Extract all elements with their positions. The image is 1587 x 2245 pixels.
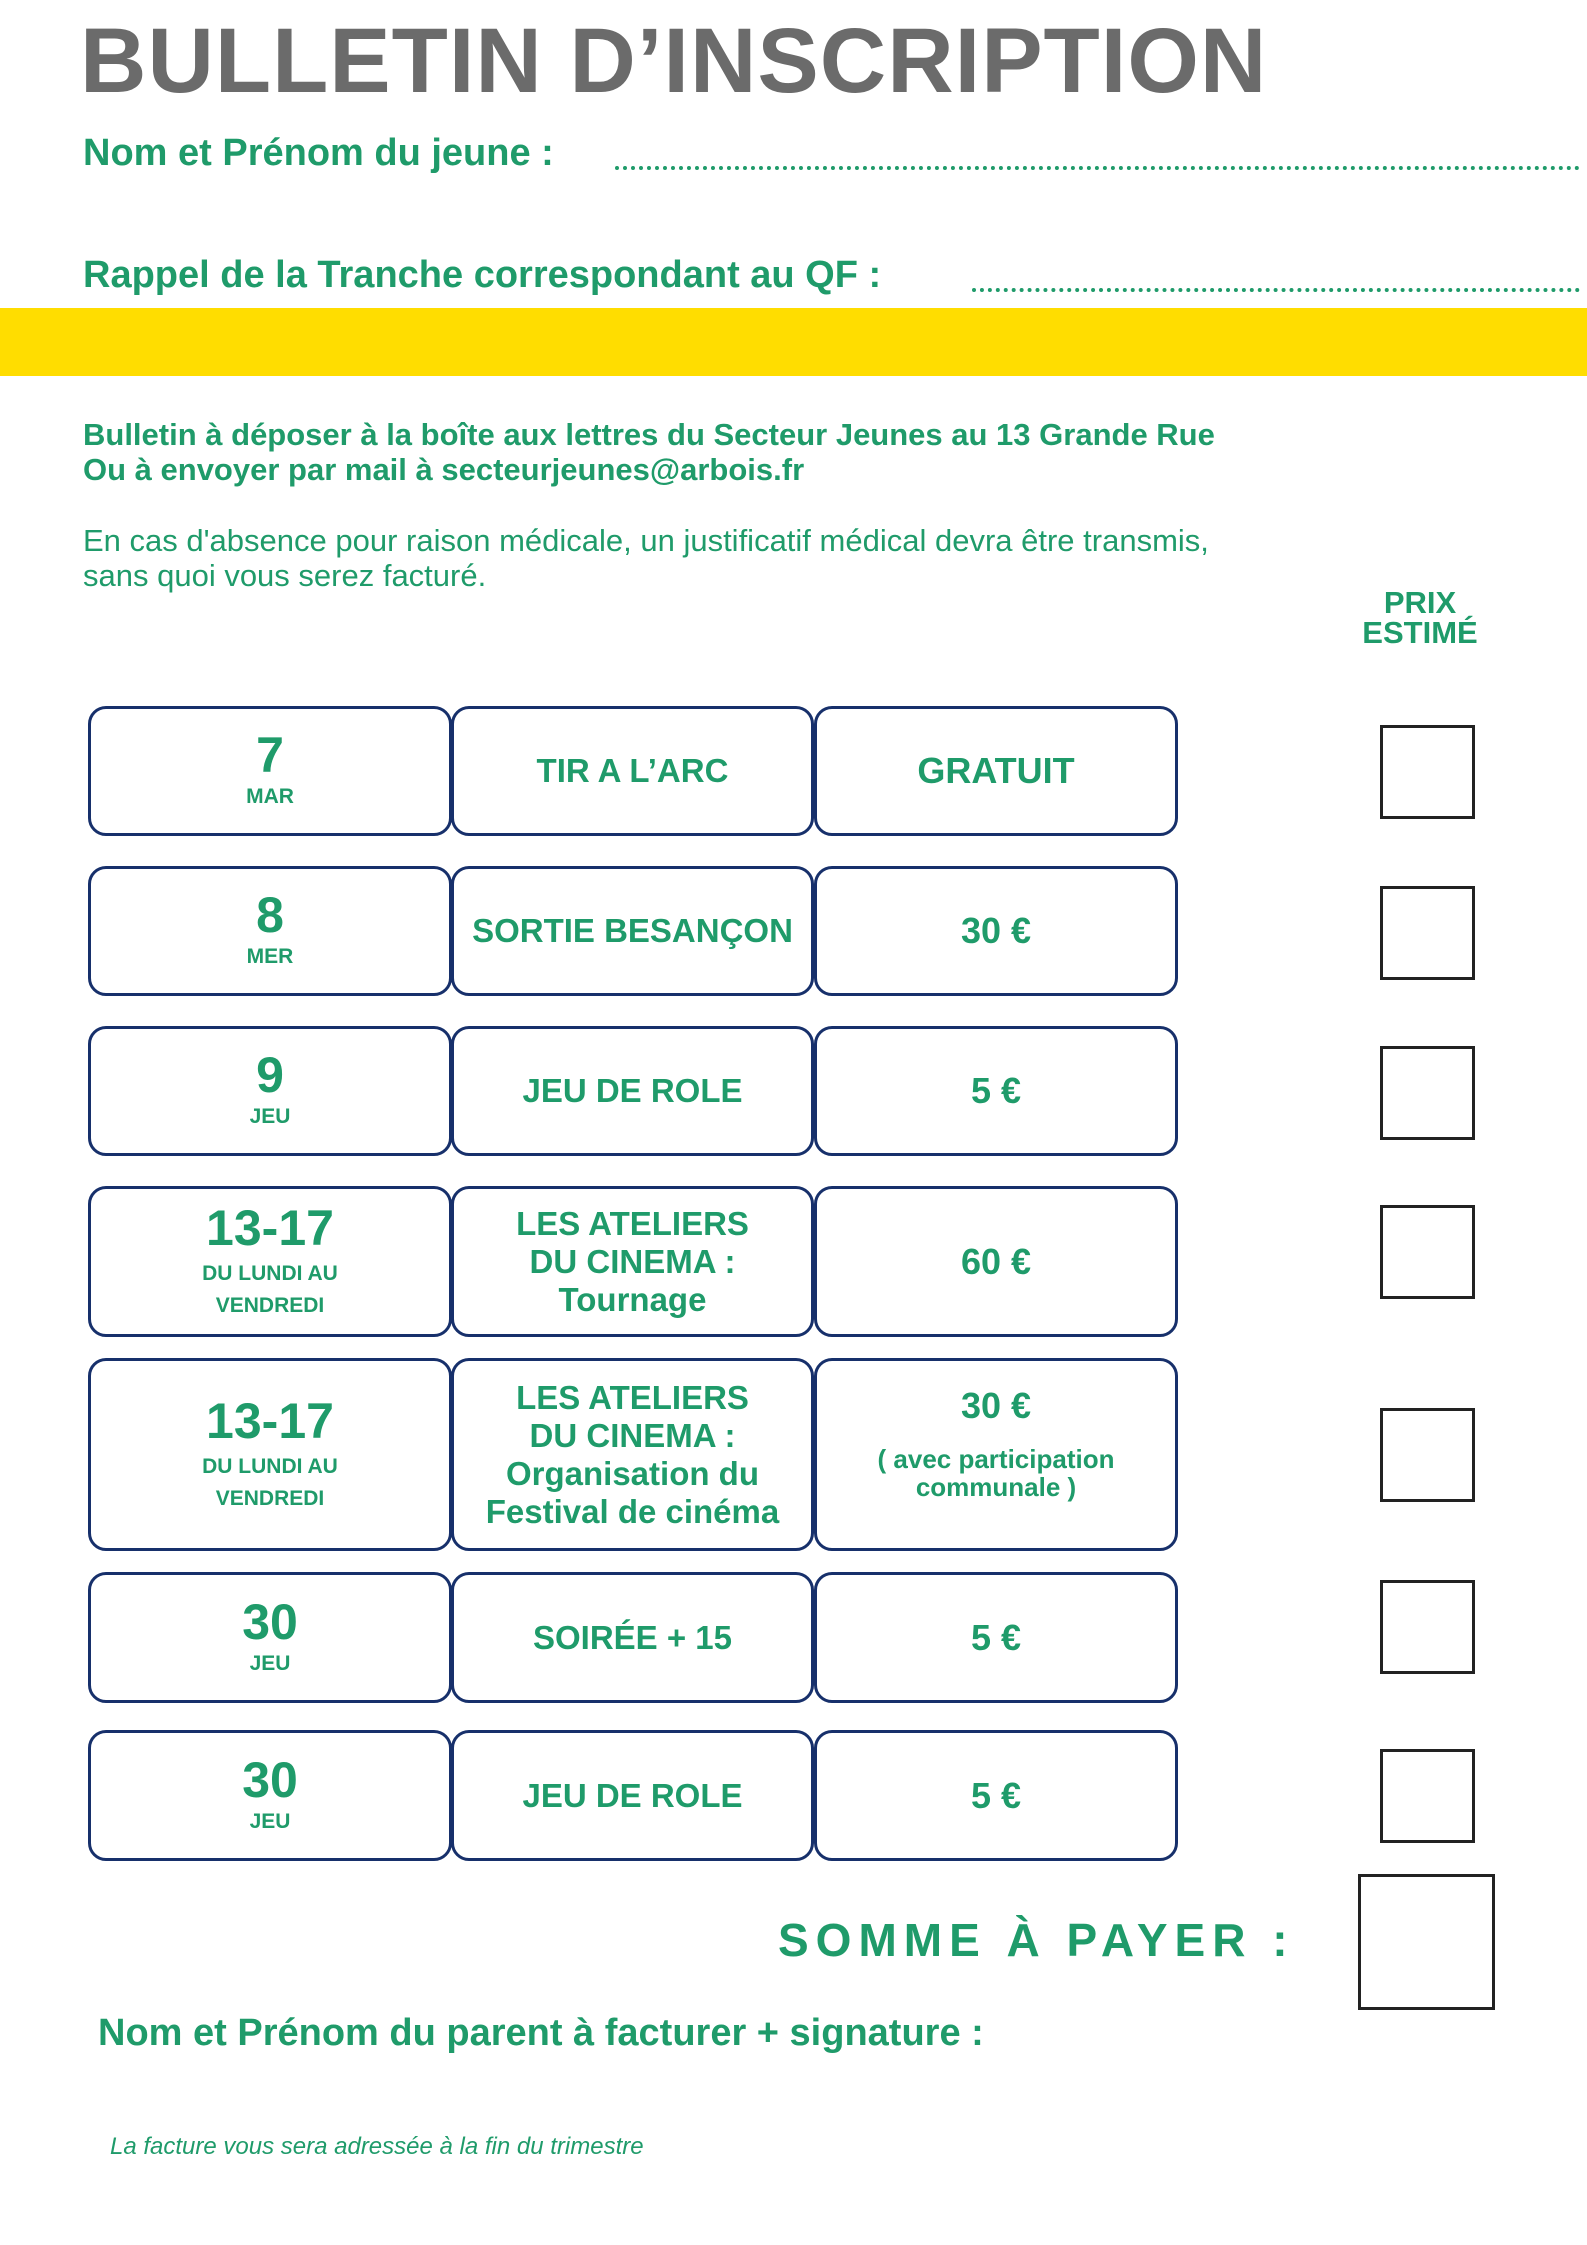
prix-checkbox[interactable]: [1380, 1749, 1475, 1843]
day-number: 7: [256, 727, 284, 783]
price-cell: [814, 1572, 1178, 1703]
parent-label: Nom et Prénom du parent à facturer + signature :: [98, 2012, 984, 2054]
tranche-qf-field[interactable]: [972, 288, 1580, 292]
info-line-2: Ou à envoyer par mail à secteurjeunes@arbois.fr: [83, 452, 805, 487]
day-label: DU LUNDI AU VENDREDI: [202, 1261, 338, 1317]
date-cell: [88, 1026, 452, 1156]
date-cell: [88, 706, 452, 836]
price-note-line: communale ): [915, 1472, 1077, 1502]
price-value: 60 €: [960, 1240, 1032, 1282]
date-cell: [88, 1730, 452, 1861]
price-value: GRATUIT: [917, 750, 1075, 791]
activity-name-line: LES ATELIERS: [516, 1204, 749, 1242]
date-cell: [88, 1186, 452, 1337]
day-label: JEU: [249, 1651, 291, 1675]
activity-cell: [451, 866, 814, 996]
info-line-3: En cas d'absence pour raison médicale, un justificatif médical devra être transmis,: [83, 523, 1209, 558]
activity-name-line: DU CINEMA :: [529, 1416, 736, 1454]
price-note: [878, 1445, 1115, 1501]
price-cell: [814, 1026, 1178, 1156]
activity-name-line: SOIRÉE + 15: [532, 1618, 732, 1656]
activity-name-line: Festival de cinéma: [485, 1492, 780, 1530]
activity-cell: [451, 1358, 814, 1551]
date-cell: [88, 1358, 452, 1551]
prix-checkbox[interactable]: [1380, 1205, 1475, 1299]
date-cell: [88, 1572, 452, 1703]
activity-name-line: DU CINEMA :: [529, 1242, 736, 1280]
price-note-line: ( avec participation: [877, 1444, 1115, 1474]
day-number: 13-17: [206, 1199, 334, 1256]
activity-cell: [451, 1572, 814, 1703]
footnote: La facture vous sera adressée à la fin du trimestre: [110, 2133, 644, 2160]
prix-checkbox[interactable]: [1380, 1580, 1475, 1674]
price-value: 30 €: [960, 1385, 1032, 1426]
nom-jeune-label: Nom et Prénom du jeune :: [83, 132, 554, 174]
price-cell: [814, 1186, 1178, 1337]
day-number: 30: [242, 1751, 298, 1808]
price-cell: [814, 1730, 1178, 1861]
price-cell: [814, 866, 1178, 996]
somme-label: SOMME À PAYER :: [778, 1914, 1295, 1966]
price-cell: [814, 1358, 1178, 1551]
price-value: 5 €: [970, 1616, 1022, 1658]
day-number: 13-17: [206, 1392, 334, 1449]
price-value: 5 €: [970, 1774, 1022, 1816]
activity-name-line: SORTIE BESANÇON: [472, 912, 793, 949]
day-number: 9: [256, 1047, 284, 1103]
activity-name-line: JEU DE ROLE: [522, 1776, 743, 1814]
prix-checkbox[interactable]: [1380, 725, 1475, 819]
activity-cell: [451, 1026, 814, 1156]
somme-box[interactable]: [1358, 1874, 1495, 2010]
activity-name-line: Organisation du: [505, 1454, 759, 1492]
activity-cell: [451, 706, 814, 836]
activity-name-line: LES ATELIERS: [516, 1378, 749, 1416]
prix-estime-header: [1320, 585, 1520, 650]
tranche-qf-label: Rappel de la Tranche correspondant au QF :: [83, 254, 882, 296]
prix-header-line-1: PRIX: [1383, 585, 1457, 620]
day-label: MER: [246, 945, 294, 968]
activity-name-line: TIR A L’ARC: [536, 752, 729, 789]
info-line-1: Bulletin à déposer à la boîte aux lettres du Secteur Jeunes au 13 Grande Rue: [83, 417, 1215, 452]
day-label: JEU: [249, 1105, 291, 1128]
activity-cell: [451, 1186, 814, 1337]
day-label: JEU: [249, 1809, 291, 1833]
prix-header-line-2: ESTIMÉ: [1362, 615, 1478, 650]
info-line-4: sans quoi vous serez facturé.: [83, 558, 487, 593]
day-number: 8: [256, 887, 284, 943]
prix-checkbox[interactable]: [1380, 1408, 1475, 1502]
price-value: 5 €: [970, 1070, 1022, 1111]
yellow-band: [0, 308, 1587, 376]
price-cell: [814, 706, 1178, 836]
activity-name-line: Tournage: [558, 1280, 707, 1318]
date-cell: [88, 866, 452, 996]
activity-name-line: JEU DE ROLE: [522, 1072, 743, 1109]
day-number: 30: [242, 1593, 298, 1650]
prix-checkbox[interactable]: [1380, 886, 1475, 980]
day-label: MAR: [246, 785, 294, 808]
price-value: 30 €: [960, 910, 1032, 951]
prix-checkbox[interactable]: [1380, 1046, 1475, 1140]
page-title: BULLETIN D’INSCRIPTION: [80, 10, 1268, 112]
nom-jeune-field[interactable]: [615, 166, 1580, 170]
day-label: DU LUNDI AU VENDREDI: [202, 1454, 338, 1510]
activity-cell: [451, 1730, 814, 1861]
